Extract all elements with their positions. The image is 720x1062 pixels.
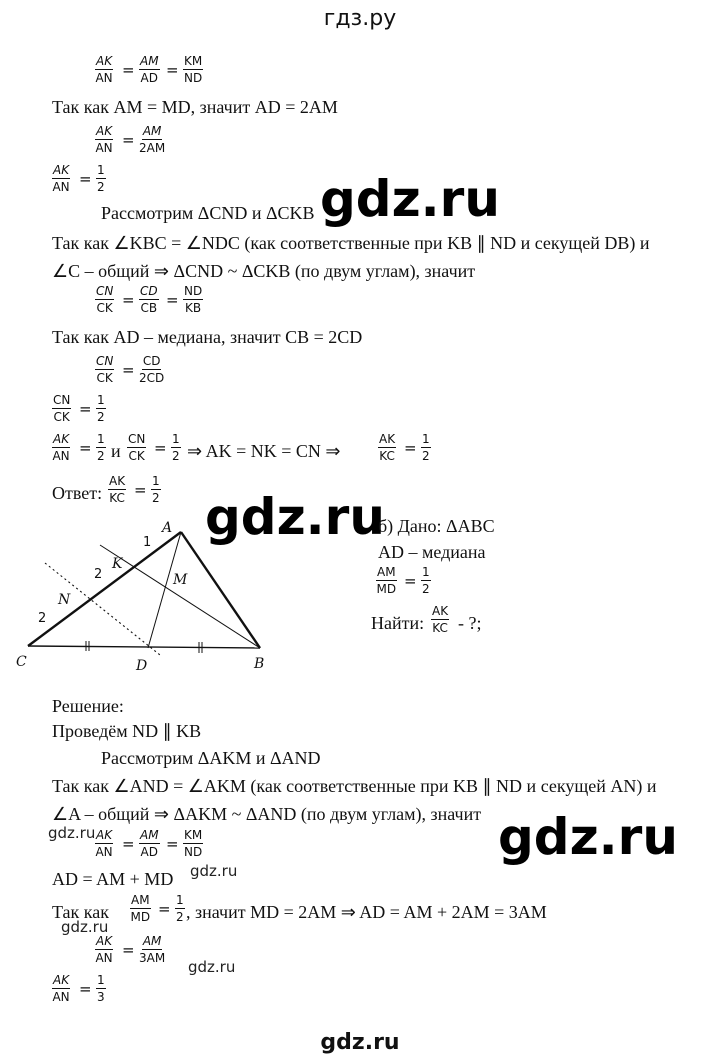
side-cb	[28, 646, 260, 648]
equals-sign: =	[79, 170, 92, 188]
text-line: Так как ∠KBC = ∠NDC (как соответственные при KB ∥ ND и секущей DB) и	[52, 233, 650, 253]
triangle-diagram	[0, 510, 290, 690]
equals-sign: =	[404, 572, 417, 590]
answer-label: Ответ:	[52, 483, 103, 503]
fraction: $\frac{AK}{AN}$	[95, 828, 113, 859]
watermark: gdz.ru	[61, 918, 109, 936]
point-label-m: M	[173, 572, 188, 588]
text-line: Проведём ND ∥ KB	[52, 721, 202, 741]
watermark: gdz.ru	[188, 958, 236, 976]
find-suffix: - ?;	[458, 613, 482, 633]
text-line: Так как AM = MD, значит AD = 2AM	[52, 97, 338, 117]
text-line: Рассмотрим ΔCND и ΔCKB	[101, 203, 315, 223]
fraction: $\frac{AK}{KC}$	[432, 604, 449, 635]
point-label-k: K	[112, 556, 123, 572]
fraction: $\frac{AM}{MD}$	[376, 565, 397, 596]
text-line: ∠A – общий ⇒ ΔAKM ~ ΔAND (по двум углам), значит	[52, 804, 482, 824]
vertex-label-c: C	[16, 654, 27, 670]
fraction: $\frac{1}{2}$	[422, 432, 430, 463]
equals-sign: =	[79, 439, 92, 457]
equals-sign: =	[158, 900, 171, 918]
watermark: gdz.ru	[205, 488, 385, 546]
side-ca	[28, 532, 181, 646]
equals-sign: =	[79, 400, 92, 418]
fraction: $\frac{1}{2}$	[97, 163, 105, 194]
conjunction: и	[111, 441, 121, 461]
equals-sign: =	[166, 61, 179, 79]
fraction: $\frac{AK}{KC}$	[109, 474, 126, 505]
solution-heading: Решение:	[52, 696, 124, 716]
equals-sign: =	[79, 980, 92, 998]
fraction: $\frac{AK}{AN}$	[95, 934, 113, 965]
fraction: $\frac{AK}{AN}$	[52, 163, 70, 194]
given-heading: б) Дано: ΔABC	[378, 516, 495, 536]
fraction: $\frac{1}{2}$	[422, 565, 430, 596]
vertex-label-b: B	[254, 656, 265, 672]
fraction: $\frac{1}{2}$	[97, 393, 105, 424]
fraction: $\frac{ND}{KB}$	[184, 284, 203, 315]
find-label: Найти:	[371, 613, 425, 633]
fraction: $\frac{AK}{KC}$	[379, 432, 396, 463]
text-line: Так как AD – медиана, значит CB = 2CD	[52, 327, 363, 347]
fraction: $\frac{1}{3}$	[97, 973, 105, 1004]
fraction: $\frac{1}{2}$	[172, 432, 180, 463]
fraction: $\frac{KM}{ND}$	[184, 54, 203, 85]
fraction: $\frac{KM}{ND}$	[184, 828, 203, 859]
segment-label: 2	[94, 567, 103, 582]
fraction: $\frac{CD}{CB}$	[140, 284, 158, 315]
equals-sign: =	[122, 941, 135, 959]
text-line: Так как ∠AND = ∠AKM (как соответственные при KB ∥ ND и секущей AN) и	[52, 776, 657, 796]
equals-sign: =	[122, 361, 135, 379]
fraction: $\frac{1}{2}$	[152, 474, 160, 505]
equals-sign: =	[122, 131, 135, 149]
median-ad	[148, 532, 181, 648]
segment-label: 1	[143, 535, 152, 550]
fraction: $\frac{AK}{AN}$	[95, 124, 113, 155]
equals-sign: =	[404, 439, 417, 457]
fraction: $\frac{CN}{CK}$	[128, 432, 146, 463]
equals-sign: =	[166, 835, 179, 853]
site-header: гдз.ру	[323, 6, 397, 31]
equals-sign: =	[154, 439, 167, 457]
fraction: $\frac{CD}{2CD}$	[139, 354, 165, 385]
equals-sign: =	[122, 291, 135, 309]
equation-chain: ⇒ AK = NK = CN ⇒	[187, 441, 341, 461]
watermark: gdz.ru	[498, 808, 678, 866]
watermark: gdz.ru	[190, 862, 238, 880]
fraction: $\frac{1}{2}$	[97, 432, 105, 463]
line-nd	[45, 563, 160, 655]
equals-sign: =	[122, 835, 135, 853]
fraction: $\frac{AM}{AD}$	[140, 54, 159, 85]
fraction: $\frac{AM}{2AM}$	[139, 124, 166, 155]
fraction: $\frac{1}{2}$	[176, 893, 184, 924]
watermark: gdz.ru	[320, 170, 500, 228]
fraction: $\frac{CN}{CK}$	[96, 354, 114, 385]
vertex-label-a: A	[162, 520, 173, 536]
fraction: $\frac{CN}{CK}$	[96, 284, 114, 315]
fraction: $\frac{AK}{AN}$	[52, 432, 70, 463]
fraction: $\frac{AK}{AN}$	[52, 973, 70, 1004]
text-line: ∠C – общий ⇒ ΔCND ~ ΔCKB (по двум углам), значит	[52, 261, 476, 281]
equals-sign: =	[122, 61, 135, 79]
text-line: , значит MD = 2AM ⇒ AD = AM + 2AM = 3AM	[186, 902, 547, 922]
equals-sign: =	[166, 291, 179, 309]
segment-label: 2	[38, 611, 47, 626]
watermark: gdz.ru	[48, 824, 96, 842]
vertex-label-d: D	[136, 658, 148, 674]
text-line: AD = AM + MD	[52, 869, 174, 889]
site-footer: gdz.ru	[320, 1030, 400, 1055]
side-ab	[181, 532, 260, 648]
line-kb	[100, 545, 260, 648]
equals-sign: =	[134, 481, 147, 499]
fraction: $\frac{AM}{AD}$	[140, 828, 159, 859]
given-median: AD – медиана	[378, 542, 486, 562]
fraction: $\frac{AM}{3AM}$	[139, 934, 166, 965]
fraction: $\frac{AK}{AN}$	[95, 54, 113, 85]
point-label-n: N	[58, 592, 71, 608]
fraction: $\frac{AM}{MD}$	[130, 893, 151, 924]
fraction: $\frac{CN}{CK}$	[53, 393, 71, 424]
text-line: Рассмотрим ΔAKM и ΔAND	[101, 748, 321, 768]
text-line: Так как	[52, 902, 109, 922]
